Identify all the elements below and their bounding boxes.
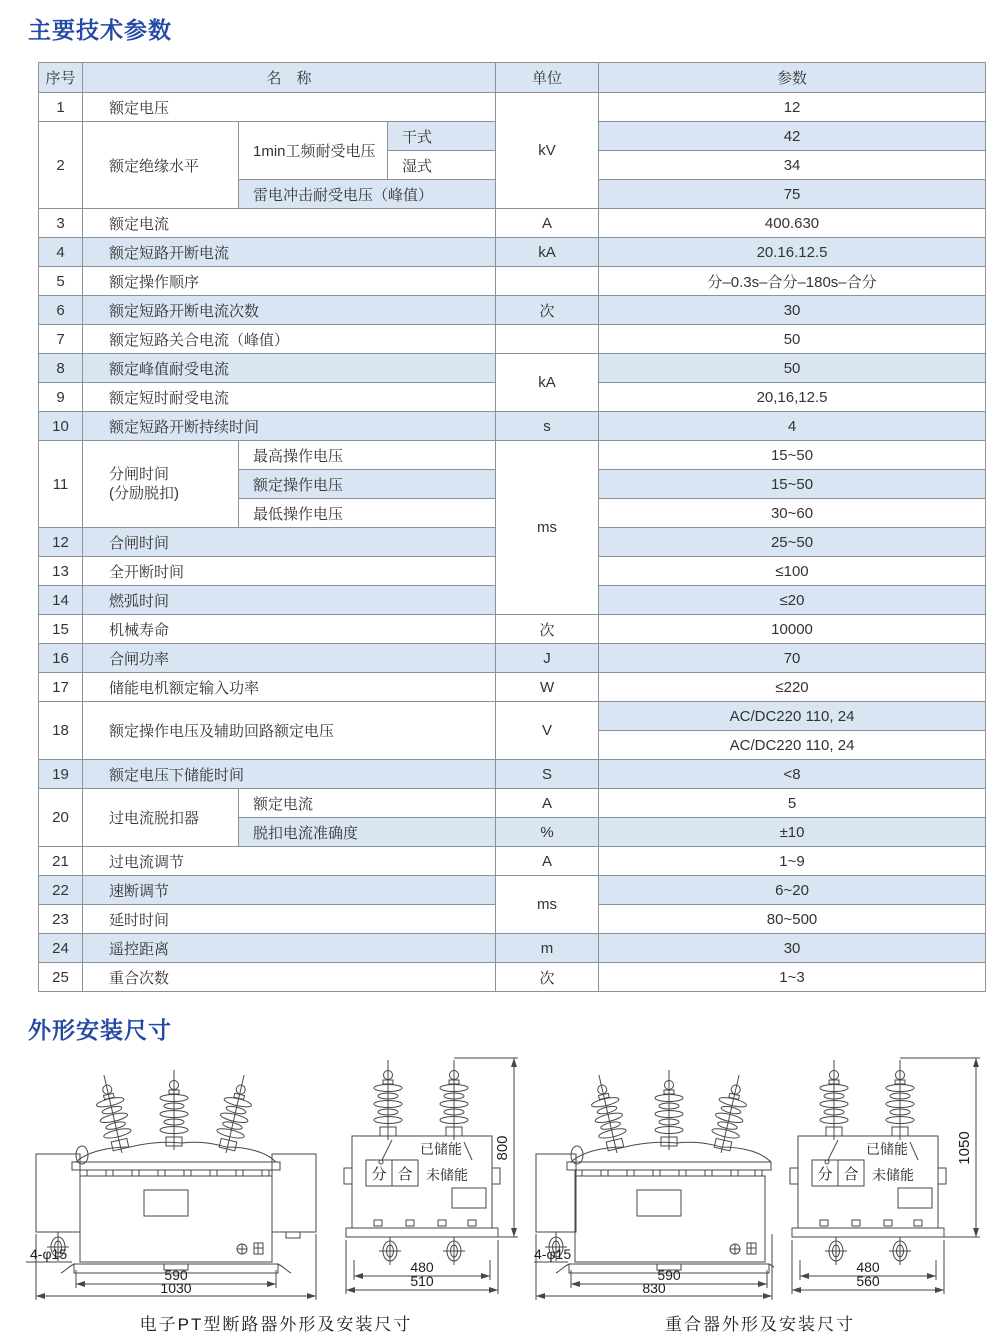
pt-side-dim-inner: 480 bbox=[410, 1259, 434, 1275]
header-index: 序号 bbox=[39, 63, 83, 93]
cell-unit: s bbox=[496, 412, 599, 441]
pt-breaker-front-drawing bbox=[18, 1048, 318, 1306]
cell-unit: J bbox=[496, 644, 599, 673]
cell-value: ≤220 bbox=[599, 673, 986, 702]
cell-value: 5 bbox=[599, 789, 986, 818]
pt-front-hole-label: 4-φ15 bbox=[30, 1246, 68, 1262]
table-row bbox=[39, 644, 986, 673]
cell-subname: 1min工频耐受电压 bbox=[239, 122, 388, 180]
cell-index: 11 bbox=[39, 441, 83, 528]
cell-name: 全开断时间 bbox=[83, 557, 496, 586]
cell-subname: 湿式 bbox=[388, 151, 496, 180]
recloser-front-insulators bbox=[585, 1070, 752, 1156]
recloser-front-body bbox=[536, 1142, 774, 1273]
cell-name: 额定操作电压及辅助回路额定电压 bbox=[83, 702, 496, 760]
cell-value: 6~20 bbox=[599, 876, 986, 905]
cell-name: 合闸时间 bbox=[83, 528, 496, 557]
table-row bbox=[39, 760, 986, 789]
cell-value: 30 bbox=[599, 296, 986, 325]
table-row bbox=[39, 876, 986, 905]
cell-unit: W bbox=[496, 673, 599, 702]
recloser-side-open-label: 分 bbox=[817, 1166, 833, 1183]
section-title-dimensions: 外形安装尺寸 bbox=[28, 1017, 172, 1043]
cell-unit: V bbox=[496, 702, 599, 760]
cell-index: 7 bbox=[39, 325, 83, 354]
cell-index: 22 bbox=[39, 876, 83, 905]
cell-unit bbox=[496, 267, 599, 296]
cell-name: 储能电机额定输入功率 bbox=[83, 673, 496, 702]
recloser-front-hole-label: 4-φ15 bbox=[534, 1246, 572, 1262]
cell-unit: ms bbox=[496, 876, 599, 934]
recloser-front-drawing bbox=[534, 1048, 774, 1306]
cell-value: AC/DC220 110, 24 bbox=[599, 731, 986, 760]
cell-value: 4 bbox=[599, 412, 986, 441]
pt-side-unstored-label: 未储能 bbox=[426, 1167, 468, 1183]
cell-index: 6 bbox=[39, 296, 83, 325]
cell-index: 9 bbox=[39, 383, 83, 412]
recloser-front-dim-inner: 590 bbox=[657, 1267, 681, 1283]
cell-unit: kA bbox=[496, 238, 599, 267]
cell-unit: kA bbox=[496, 354, 599, 412]
cell-value: 10000 bbox=[599, 615, 986, 644]
cell-value: ≤100 bbox=[599, 557, 986, 586]
cell-index: 12 bbox=[39, 528, 83, 557]
cell-index: 14 bbox=[39, 586, 83, 615]
cell-name: 速断调节 bbox=[83, 876, 496, 905]
cell-unit: 次 bbox=[496, 296, 599, 325]
recloser-side-dim-outer: 560 bbox=[856, 1273, 880, 1289]
dimension-drawings bbox=[18, 1048, 986, 1335]
cell-name: 过电流调节 bbox=[83, 847, 496, 876]
recloser-side-drawing bbox=[774, 1048, 986, 1306]
cell-unit: 次 bbox=[496, 963, 599, 992]
section-title-parameters: 主要技术参数 bbox=[28, 17, 172, 43]
cell-value: 分–0.3s–合分–180s–合分 bbox=[599, 267, 986, 296]
cell-index: 23 bbox=[39, 905, 83, 934]
cell-subname: 雷电冲击耐受电压（峰值） bbox=[239, 180, 496, 209]
cell-index: 3 bbox=[39, 209, 83, 238]
table-row bbox=[39, 615, 986, 644]
recloser-side-close-label: 合 bbox=[843, 1166, 859, 1183]
cell-name: 延时时间 bbox=[83, 905, 496, 934]
table-row bbox=[39, 963, 986, 992]
pt-breaker-views bbox=[18, 1048, 534, 1306]
table-row bbox=[39, 354, 986, 383]
cell-index: 4 bbox=[39, 238, 83, 267]
table-row bbox=[39, 238, 986, 267]
cell-unit: % bbox=[496, 818, 599, 847]
header-value: 参数 bbox=[599, 63, 986, 93]
table-row bbox=[39, 412, 986, 441]
cell-value: 20,16,12.5 bbox=[599, 383, 986, 412]
cell-name: 额定短路开断电流 bbox=[83, 238, 496, 267]
cell-unit: A bbox=[496, 789, 599, 818]
cell-value: AC/DC220 110, 24 bbox=[599, 702, 986, 731]
cell-value: 15~50 bbox=[599, 470, 986, 499]
cell-name: 重合次数 bbox=[83, 963, 496, 992]
cell-name: 额定操作顺序 bbox=[83, 267, 496, 296]
table-row bbox=[39, 673, 986, 702]
cell-name: 遥控距离 bbox=[83, 934, 496, 963]
cell-value: 12 bbox=[599, 93, 986, 122]
cell-value: 80~500 bbox=[599, 905, 986, 934]
cell-value: 1~9 bbox=[599, 847, 986, 876]
cell-subname: 最低操作电压 bbox=[239, 499, 496, 528]
cell-index: 25 bbox=[39, 963, 83, 992]
cell-index: 19 bbox=[39, 760, 83, 789]
cell-value: 15~50 bbox=[599, 441, 986, 470]
cell-unit: kV bbox=[496, 93, 599, 209]
recloser-drawing-group bbox=[534, 1048, 986, 1335]
cell-value: 400.630 bbox=[599, 209, 986, 238]
table-row bbox=[39, 267, 986, 296]
cell-name-line2: (分励脱扣) bbox=[109, 485, 179, 502]
cell-name: 机械寿命 bbox=[83, 615, 496, 644]
cell-subname: 干式 bbox=[388, 122, 496, 151]
cell-unit: 次 bbox=[496, 615, 599, 644]
cell-subname: 额定电流 bbox=[239, 789, 496, 818]
cell-unit: ms bbox=[496, 441, 599, 615]
pt-side-open-label: 分 bbox=[371, 1166, 387, 1183]
cell-name: 额定短路开断电流次数 bbox=[83, 296, 496, 325]
table-row bbox=[39, 441, 986, 470]
cell-index: 15 bbox=[39, 615, 83, 644]
pt-side-stored-label: 已储能 bbox=[420, 1141, 462, 1157]
cell-index: 1 bbox=[39, 93, 83, 122]
cell-value: ≤20 bbox=[599, 586, 986, 615]
recloser-side-dim-inner: 480 bbox=[856, 1259, 880, 1275]
cell-index: 10 bbox=[39, 412, 83, 441]
cell-value: 30~60 bbox=[599, 499, 986, 528]
cell-value: 42 bbox=[599, 122, 986, 151]
cell-unit: A bbox=[496, 209, 599, 238]
cell-index: 20 bbox=[39, 789, 83, 847]
recloser-front-dim-outer: 830 bbox=[642, 1280, 666, 1296]
table-row bbox=[39, 296, 986, 325]
cell-name: 额定短路开断持续时间 bbox=[83, 412, 496, 441]
cell-name: 额定绝缘水平 bbox=[83, 122, 239, 209]
cell-unit bbox=[496, 325, 599, 354]
cell-name-line1: 分闸时间 bbox=[109, 465, 170, 483]
table-row bbox=[39, 789, 986, 818]
cell-name bbox=[83, 441, 239, 528]
cell-index: 24 bbox=[39, 934, 83, 963]
cell-index: 16 bbox=[39, 644, 83, 673]
recloser-side-unstored-label: 未储能 bbox=[872, 1167, 914, 1183]
pt-front-dim-inner: 590 bbox=[164, 1267, 188, 1283]
cell-name: 合闸功率 bbox=[83, 644, 496, 673]
pt-side-insulators bbox=[374, 1060, 468, 1140]
cell-value: 50 bbox=[599, 354, 986, 383]
pt-side-dim-height: 800 bbox=[494, 1135, 511, 1161]
cell-subname: 额定操作电压 bbox=[239, 470, 496, 499]
cell-name: 额定峰值耐受电流 bbox=[83, 354, 496, 383]
cell-unit: S bbox=[496, 760, 599, 789]
cell-name: 额定电流 bbox=[83, 209, 496, 238]
cell-index: 13 bbox=[39, 557, 83, 586]
cell-value: 25~50 bbox=[599, 528, 986, 557]
cell-index: 2 bbox=[39, 122, 83, 209]
recloser-side-dim-height: 1050 bbox=[956, 1131, 973, 1165]
table-row bbox=[39, 209, 986, 238]
cell-name: 额定电压下储能时间 bbox=[83, 760, 496, 789]
pt-breaker-drawing-group bbox=[18, 1048, 534, 1335]
cell-value: 50 bbox=[599, 325, 986, 354]
cell-value: <8 bbox=[599, 760, 986, 789]
technical-parameters-table bbox=[38, 62, 986, 992]
cell-unit: A bbox=[496, 847, 599, 876]
recloser-side-insulators bbox=[820, 1060, 914, 1140]
cell-unit: m bbox=[496, 934, 599, 963]
cell-value: ±10 bbox=[599, 818, 986, 847]
pt-front-body bbox=[36, 1142, 316, 1273]
cell-name: 额定短路关合电流（峰值） bbox=[83, 325, 496, 354]
cell-index: 8 bbox=[39, 354, 83, 383]
recloser-caption: 重合器外形及安装尺寸 bbox=[665, 1315, 855, 1334]
table-row bbox=[39, 93, 986, 122]
cell-value: 70 bbox=[599, 644, 986, 673]
recloser-views bbox=[534, 1048, 986, 1306]
cell-subname: 脱扣电流准确度 bbox=[239, 818, 496, 847]
cell-name: 燃弧时间 bbox=[83, 586, 496, 615]
cell-subname: 最高操作电压 bbox=[239, 441, 496, 470]
cell-index: 17 bbox=[39, 673, 83, 702]
pt-breaker-caption: 电子PT型断路器外形及安装尺寸 bbox=[139, 1315, 413, 1334]
cell-value: 75 bbox=[599, 180, 986, 209]
cell-name: 额定电压 bbox=[83, 93, 496, 122]
cell-name: 额定短时耐受电流 bbox=[83, 383, 496, 412]
cell-index: 5 bbox=[39, 267, 83, 296]
table-row bbox=[39, 325, 986, 354]
cell-name: 过电流脱扣器 bbox=[83, 789, 239, 847]
header-unit: 单位 bbox=[496, 63, 599, 93]
pt-front-insulators bbox=[90, 1070, 257, 1156]
pt-side-close-label: 合 bbox=[397, 1166, 413, 1183]
table-row bbox=[39, 934, 986, 963]
cell-value: 20.16.12.5 bbox=[599, 238, 986, 267]
recloser-side-stored-label: 已储能 bbox=[866, 1141, 908, 1157]
table-row bbox=[39, 702, 986, 731]
cell-value: 30 bbox=[599, 934, 986, 963]
header-name: 名 称 bbox=[83, 63, 496, 93]
pt-breaker-side-drawing bbox=[318, 1048, 534, 1306]
pt-front-dim-outer: 1030 bbox=[160, 1280, 192, 1296]
cell-value: 34 bbox=[599, 151, 986, 180]
table-header-row bbox=[39, 63, 986, 93]
cell-value: 1~3 bbox=[599, 963, 986, 992]
pt-side-dim-outer: 510 bbox=[410, 1273, 434, 1289]
cell-index: 18 bbox=[39, 702, 83, 760]
table-row bbox=[39, 847, 986, 876]
cell-index: 21 bbox=[39, 847, 83, 876]
